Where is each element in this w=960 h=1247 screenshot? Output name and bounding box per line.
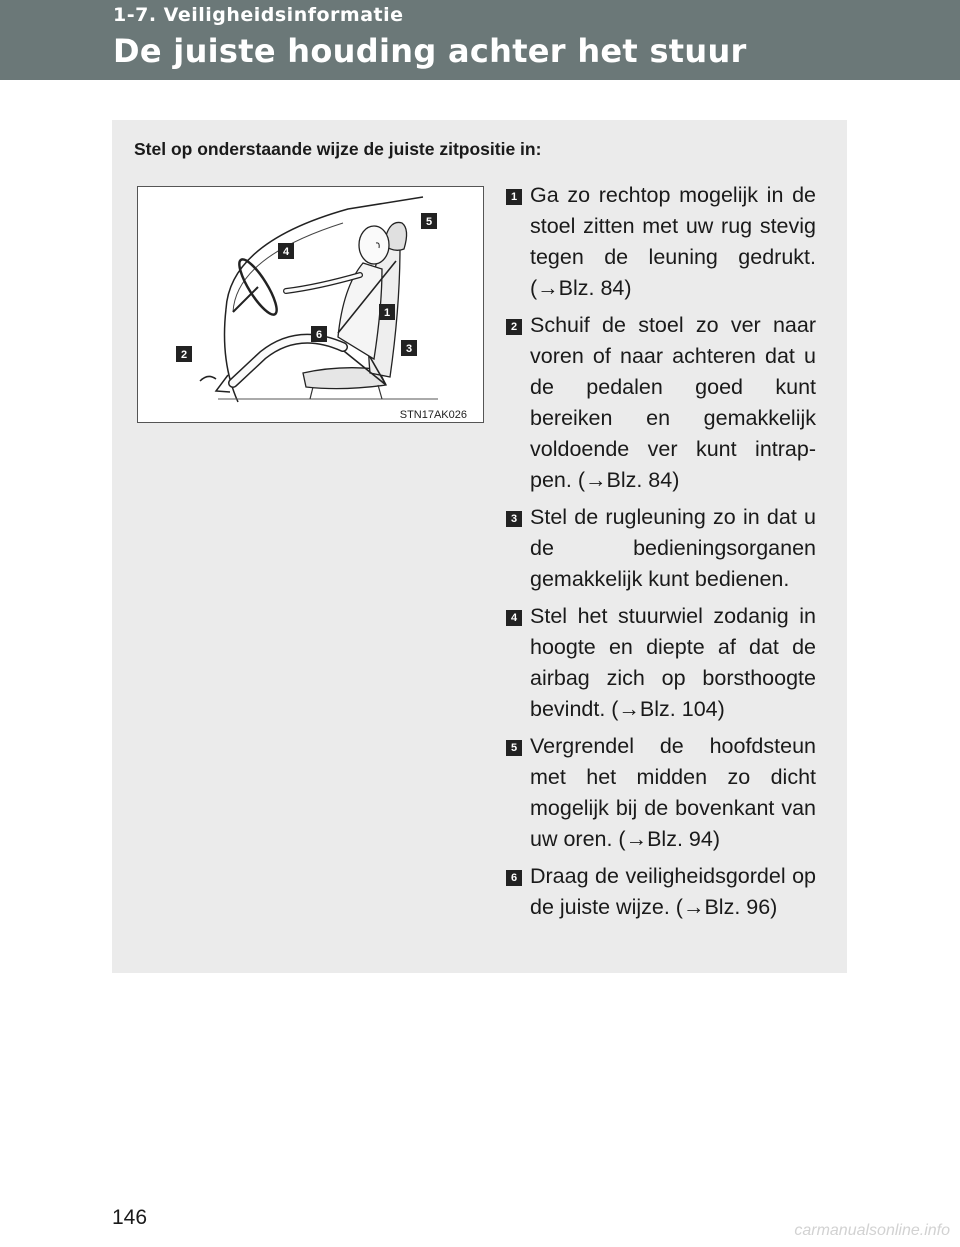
steps-list <box>506 180 816 929</box>
step-2 <box>506 310 816 496</box>
svg-text:1: 1 <box>383 307 391 319</box>
step-text: Ga zo rechtop mogelijk in de stoel zitten met uw rug stevig tegen de leuning gedrukt. (→Blz. 84) <box>530 183 816 300</box>
svg-text:3: 3 <box>405 343 413 355</box>
step-number-badge: 3 <box>506 511 522 527</box>
page-title: De juiste houding achter het stuur <box>113 32 747 70</box>
step-number-badge: 2 <box>506 319 522 335</box>
callout-4 <box>278 243 294 259</box>
callout-2 <box>176 346 192 362</box>
callout-5 <box>421 213 437 229</box>
step-4 <box>506 601 816 725</box>
watermark: carmanualsonline.info <box>794 1222 950 1239</box>
step-number-badge: 6 <box>506 870 522 886</box>
step-text: Vergrendel de hoofdsteun met het midden zo dicht mogelijk bij de bovenkant van uw oren. (→Blz. 94) <box>530 734 816 851</box>
callout-6 <box>311 326 327 342</box>
step-number-badge: 1 <box>506 189 522 205</box>
step-text: Stel het stuurwiel zodanig in hoogte en diepte af dat de airbag zich op borsthoogte bevindt. (→Blz. 104) <box>530 604 816 721</box>
foot-pedal <box>200 375 230 392</box>
callout-1 <box>379 304 395 320</box>
svg-text:2: 2 <box>180 349 188 361</box>
seating-position-figure <box>137 186 484 423</box>
figure-code: STN17AK026 <box>399 409 467 421</box>
section-label: 1-7. Veiligheidsinformatie <box>113 4 404 26</box>
step-text: Stel de rugleuning zo in dat u de bedieningsorganen gemakkelijk kunt bedienen. <box>530 505 816 591</box>
step-1 <box>506 180 816 304</box>
svg-text:6: 6 <box>315 329 323 341</box>
driver-seat-illustration <box>138 187 483 422</box>
step-3 <box>506 502 816 595</box>
step-number-badge: 4 <box>506 610 522 626</box>
svg-text:5: 5 <box>425 216 433 228</box>
driver-head <box>359 226 389 264</box>
step-text: Draag de veiligheidsgordel op de juiste wijze. (→Blz. 96) <box>530 864 816 919</box>
footwell-line <box>225 309 239 402</box>
step-number-badge: 5 <box>506 740 522 756</box>
svg-text:4: 4 <box>282 246 290 258</box>
step-text: Schuif de stoel zo ver naar voren of naar achteren dat u de pedalen goed kunt bereiken en gemakkelijk voldoende ver kunt intrap-pen. (→Blz. 84) <box>530 313 816 492</box>
step-6 <box>506 861 816 923</box>
page-number: 146 <box>112 1206 148 1229</box>
callout-3 <box>401 340 417 356</box>
step-5 <box>506 731 816 855</box>
intro-text: Stel op onderstaande wijze de juiste zitpositie in: <box>134 139 542 159</box>
header-bar <box>0 0 960 80</box>
dashboard-inner-line <box>233 223 343 312</box>
